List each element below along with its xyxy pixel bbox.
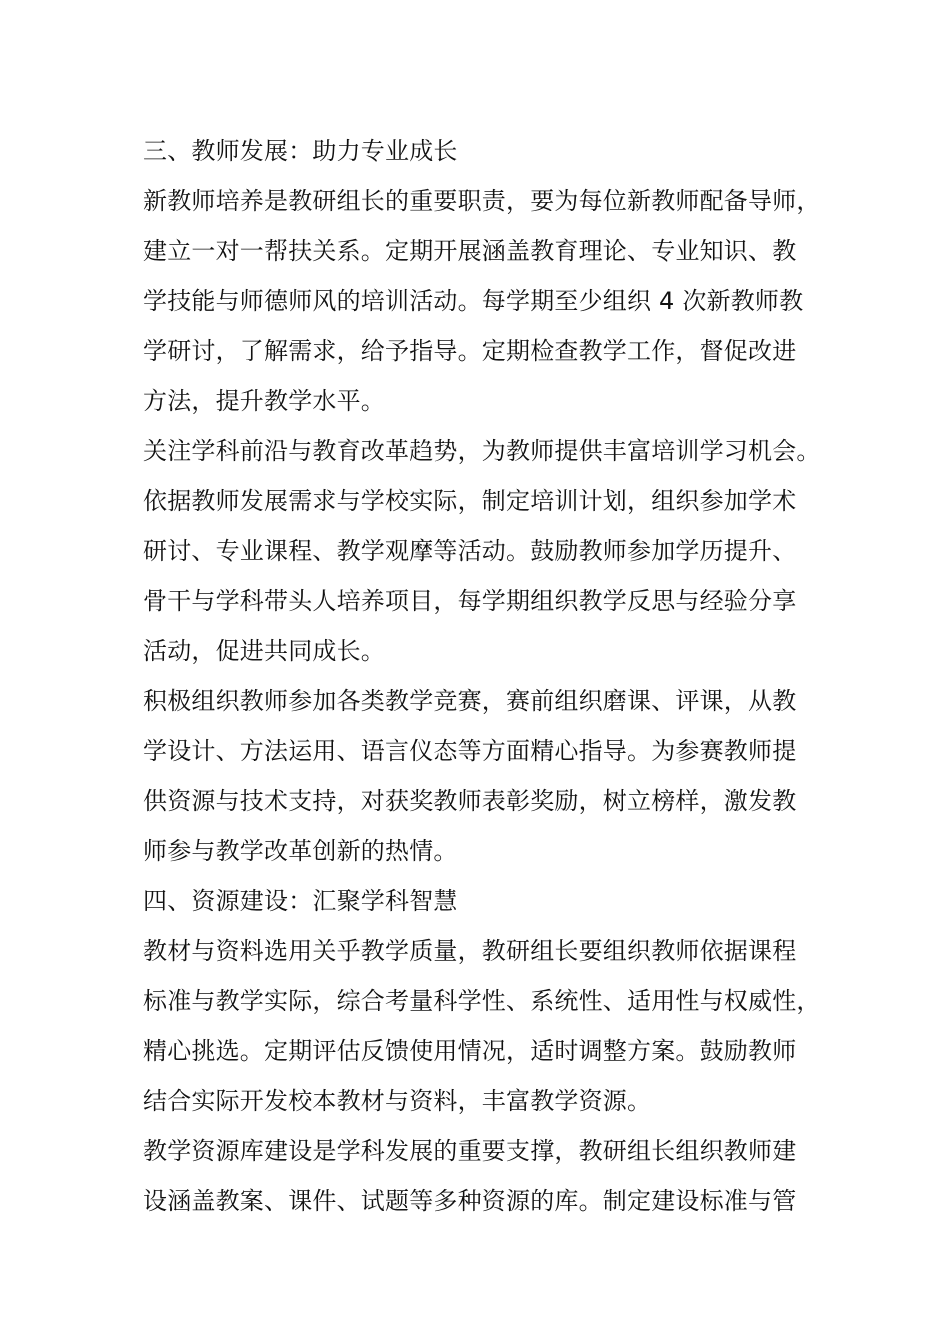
text-line: 建立一对一帮扶关系。定期开展涵盖教育理论、专业知识、教 <box>143 237 797 265</box>
text-line: 学设计、方法运用、语言仪态等方面精心指导。为参赛教师提 <box>143 737 797 765</box>
section-heading-resource-building: 四、资源建设：汇聚学科智慧 <box>143 887 458 915</box>
text-line: 骨干与学科带头人培养项目，每学期组织教学反思与经验分享 <box>143 587 797 615</box>
text-line: 结合实际开发校本教材与资料，丰富教学资源。 <box>143 1087 652 1115</box>
section-heading-teacher-development: 三、教师发展：助力专业成长 <box>143 137 458 165</box>
text-line: 依据教师发展需求与学校实际，制定培训计划，组织参加学术 <box>143 487 797 515</box>
text-line: 标准与教学实际，综合考量科学性、系统性、适用性与权威性， <box>143 987 821 1015</box>
text-line: 供资源与技术支持，对获奖教师表彰奖励，树立榜样，激发教 <box>143 787 797 815</box>
document-body <box>143 126 833 1226</box>
text-line: 教材与资料选用关乎教学质量，教研组长要组织教师依据课程 <box>143 937 797 965</box>
text-line: 师参与教学改革创新的热情。 <box>143 837 458 865</box>
text-line: 学技能与师德师风的培训活动。每学期至少组织 4 次新教师教 <box>143 287 804 315</box>
text-line: 精心挑选。定期评估反馈使用情况，适时调整方案。鼓励教师 <box>143 1037 797 1065</box>
text-line: 方法，提升教学水平。 <box>143 387 385 415</box>
text-line: 活动，促进共同成长。 <box>143 637 385 665</box>
text-line: 积极组织教师参加各类教学竞赛，赛前组织磨课、评课，从教 <box>143 687 797 715</box>
text-line: 关注学科前沿与教育改革趋势，为教师提供丰富培训学习机会。 <box>143 437 821 465</box>
text-line: 教学资源库建设是学科发展的重要支撑，教研组长组织教师建 <box>143 1137 797 1165</box>
text-line: 设涵盖教案、课件、试题等多种资源的库。制定建设标准与管 <box>143 1187 797 1215</box>
text-line: 新教师培养是教研组长的重要职责，要为每位新教师配备导师， <box>143 187 821 215</box>
text-line: 研讨、专业课程、教学观摩等活动。鼓励教师参加学历提升、 <box>143 537 797 565</box>
text-line: 学研讨，了解需求，给予指导。定期检查教学工作，督促改进 <box>143 337 797 365</box>
